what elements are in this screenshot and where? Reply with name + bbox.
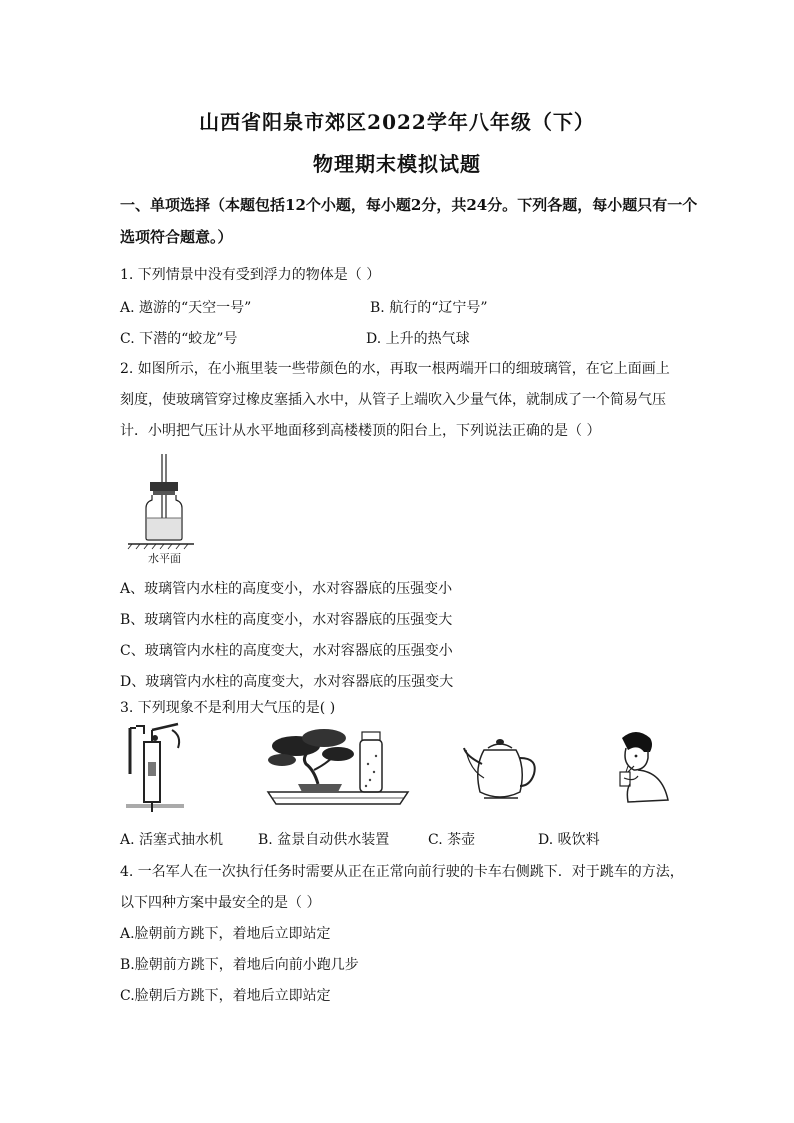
- question2-stem-line1: 2. 如图所示，在小瓶里装一些带颜色的水，再取一根两端开口的细玻璃管，在它上面画上: [120, 361, 670, 377]
- question3-option-d: D. 吸饮料: [538, 832, 600, 848]
- question1-option-d: D. 上升的热气球: [366, 331, 470, 347]
- child-drinking-straw-icon: [608, 728, 674, 808]
- teapot-icon: [462, 734, 542, 806]
- piston-pump-icon: [122, 722, 188, 814]
- barometer-figure: [126, 452, 196, 567]
- question4-option-b: B.脸朝前方跳下，着地后向前小跑几步: [120, 957, 359, 973]
- question4-stem-line1: 4. 一名军人在一次执行任务时需要从正在正常向前行驶的卡车右侧跳下．对于跳车的方法，: [120, 864, 684, 880]
- section1-heading-line2: 选项符合题意。）: [120, 228, 233, 246]
- question4-option-a: A.脸朝前方跳下，着地后立即站定: [120, 926, 331, 942]
- question2-option-d: D、玻璃管内水柱的高度变大，水对容器底的压强变大: [120, 674, 454, 690]
- exam-title-line1: 山西省阳泉市郊区2022学年八年级（下）: [199, 110, 595, 134]
- question2-stem-line3: 计．小明把气压计从水平地面移到高楼楼顶的阳台上，下列说法正确的是（ ）: [120, 423, 601, 439]
- question4-stem-line2: 以下四种方案中最安全的是（ ）: [120, 895, 321, 911]
- question1-option-c: C. 下潜的“蛟龙”号: [120, 331, 238, 347]
- question3-option-b: B. 盆景自动供水装置: [258, 832, 390, 848]
- question2-option-c: C、玻璃管内水柱的高度变大，水对容器底的压强变小: [120, 643, 453, 659]
- question1-option-a: A. 遨游的“天空一号”: [120, 300, 252, 316]
- question1-stem: 1. 下列情景中没有受到浮力的物体是（ ）: [120, 267, 381, 283]
- figure-label-horizontal-ground: 水平面: [148, 552, 181, 565]
- question1-option-b: B. 航行的“辽宁号”: [370, 300, 488, 316]
- question2-option-b: B、玻璃管内水柱的高度变小，水对容器底的压强变大: [120, 612, 453, 628]
- question2-stem-line2: 刻度，使玻璃管穿过橡皮塞插入水中，从管子上端吹入少量气体，就制成了一个简易气压: [120, 392, 666, 408]
- barometer-bottle-icon: [126, 452, 196, 552]
- question3-option-a: A. 活塞式抽水机: [120, 832, 224, 848]
- exam-title-line2: 物理期末模拟试题: [313, 152, 481, 176]
- question2-option-a: A、玻璃管内水柱的高度变小，水对容器底的压强变小: [120, 581, 453, 597]
- section1-heading-line1: 一、单项选择（本题包括12个小题，每小题2分，共24分。下列各题，每小题只有一个: [120, 196, 698, 214]
- bonsai-water-supply-icon: [262, 726, 414, 810]
- question3-stem: 3. 下列现象不是利用大气压的是( ): [120, 700, 336, 716]
- question4-option-c: C.脸朝后方跳下，着地后立即站定: [120, 988, 331, 1004]
- question3-option-c: C. 茶壶: [428, 832, 476, 848]
